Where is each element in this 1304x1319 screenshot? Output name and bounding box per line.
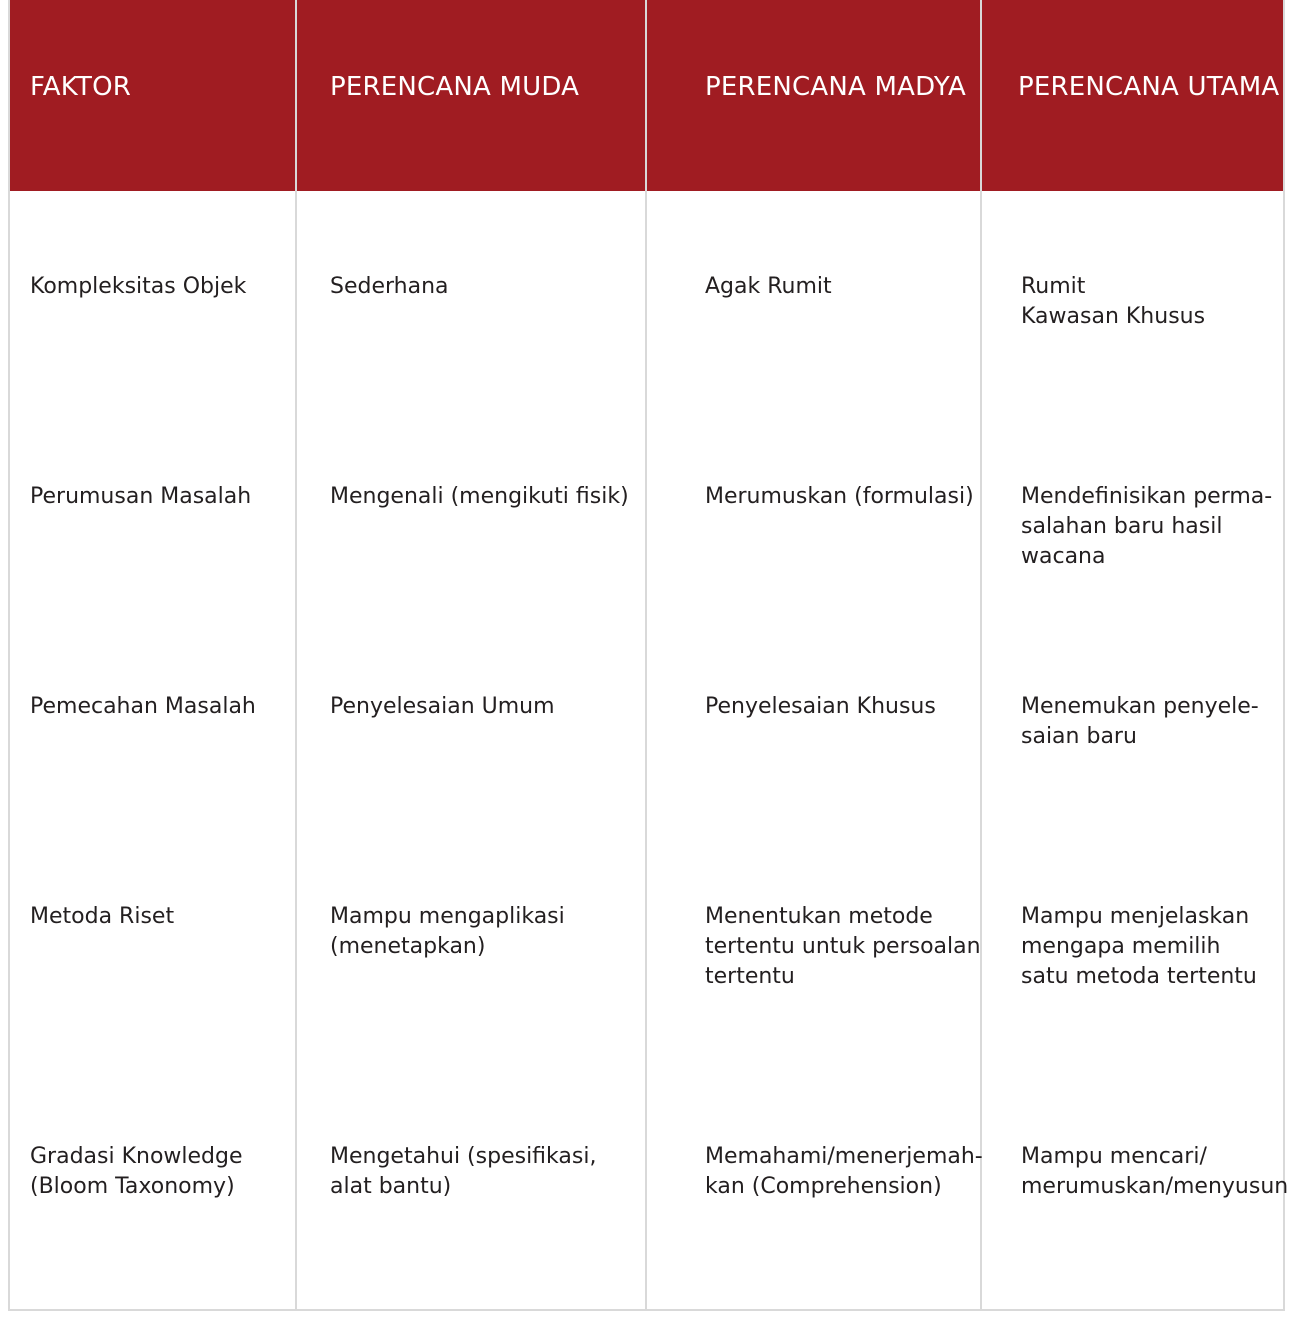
row-metoda-muda: Mampu mengaplikasi (menetapkan) [330,904,565,959]
column-divider [295,0,297,1309]
row-pemecahan-muda: Penyelesaian Umum [330,694,555,719]
row-metoda-utama: Mampu menjelaskan mengapa memilih satu metoda tertentu [1021,904,1257,989]
row-kompleksitas-faktor: Kompleksitas Objek [30,274,247,299]
row-gradasi-madya: Memahami/menerjemah- kan (Comprehension) [705,1144,983,1199]
row-perumusan-madya: Merumuskan (formulasi) [705,484,974,509]
row-gradasi-muda: Mengetahui (spesifikasi, alat bantu) [330,1144,597,1199]
row-pemecahan-utama: Menemukan penyele- saian baru [1021,694,1259,749]
row-metoda-faktor: Metoda Riset [30,904,175,929]
row-gradasi-faktor: Gradasi Knowledge (Bloom Taxonomy) [30,1144,243,1199]
row-perumusan-muda: Mengenali (mengikuti fisik) [330,484,629,509]
row-metoda-madya: Menentukan metode tertentu untuk persoalan tertentu [705,904,981,989]
header-perencana-muda: PERENCANA MUDA [330,72,580,102]
row-kompleksitas-utama: Rumit Kawasan Khusus [1021,274,1206,329]
header-perencana-madya: PERENCANA MADYA [705,72,966,102]
comparison-table [8,0,1289,1311]
row-pemecahan-madya: Penyelesaian Khusus [705,694,936,719]
column-divider [645,0,647,1309]
row-kompleksitas-madya: Agak Rumit [705,274,832,299]
row-pemecahan-faktor: Pemecahan Masalah [30,694,256,719]
column-divider [980,0,982,1309]
row-kompleksitas-muda: Sederhana [330,274,449,299]
header-faktor: FAKTOR [30,72,131,102]
row-perumusan-faktor: Perumusan Masalah [30,484,252,509]
row-perumusan-utama: Mendefinisikan perma- salahan baru hasil wacana [1021,484,1273,569]
header-perencana-utama: PERENCANA UTAMA [1018,72,1280,102]
row-gradasi-utama: Mampu mencari/ merumuskan/menyusun [1021,1144,1289,1199]
